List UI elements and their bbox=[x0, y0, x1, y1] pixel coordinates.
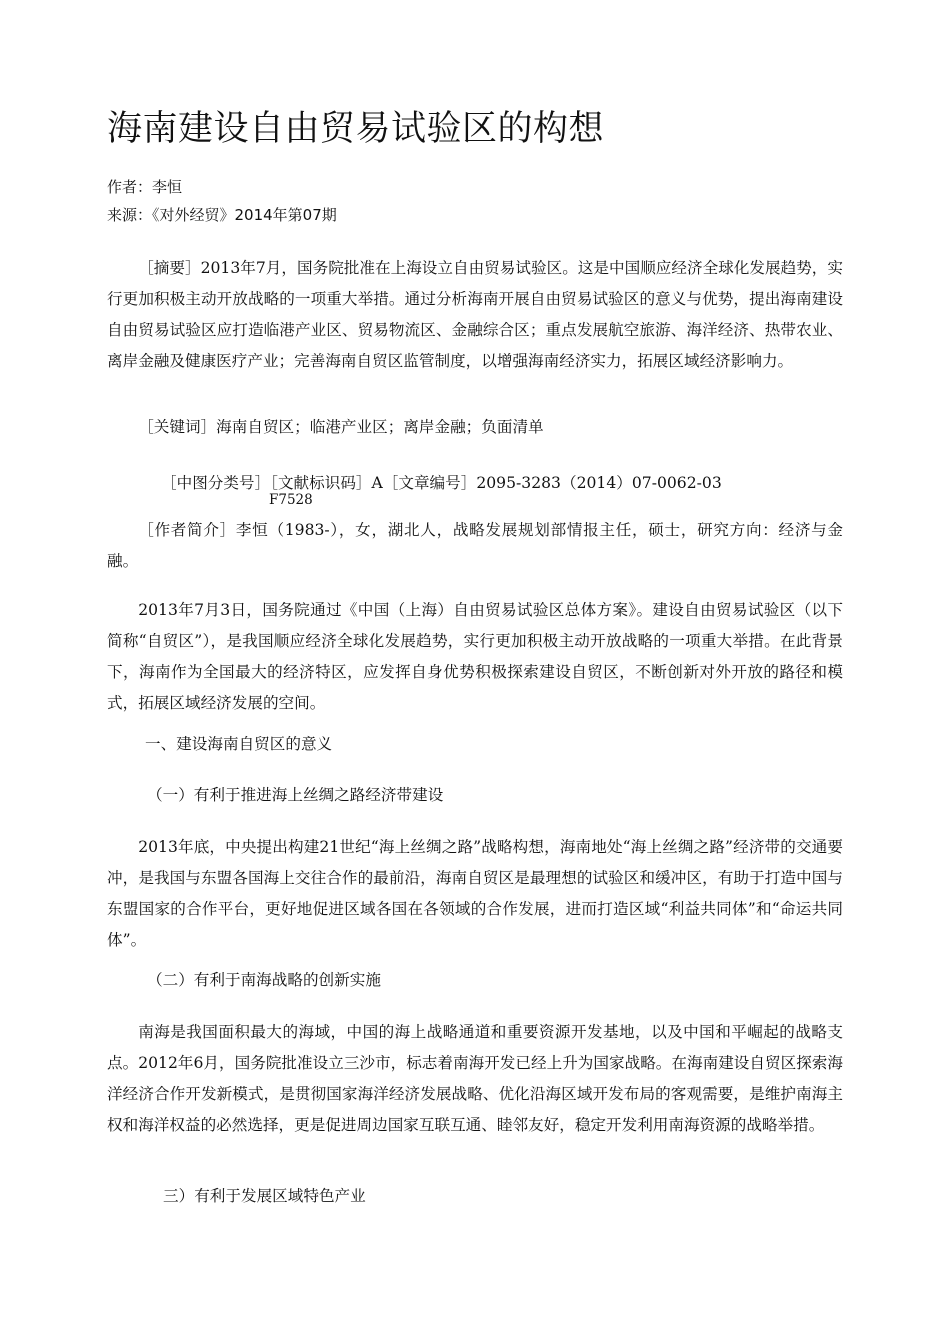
author-bio-paragraph: ［作者简介］李恒（1983-），女，湖北人，战略发展规划部情报主任，硕士，研究方向：经济与金融。 bbox=[107, 521, 843, 570]
subsection-heading-1: （一）有利于推进海上丝绸之路经济带建设 bbox=[147, 786, 444, 804]
subsection-heading-3: 三）有利于发展区域特色产业 bbox=[163, 1187, 366, 1205]
classification-code: F7528 bbox=[269, 492, 313, 508]
subsection-2-paragraph: 南海是我国面积最大的海域，中国的海上战略通道和重要资源开发基地，以及中国和平崛起的战略支点。2012年6月，国务院批准设立三沙市，标志着南海开发已经上升为国家战略。在海南建设自贸区探索海洋经济合作开发新模式，是贯彻国家海洋经济发展战略、优化沿海区域开发布局的客观需要，是维护南海主权和海洋权益的必然选择，更是促进周边国家互联互通、睦邻友好，稳定开发利用南海资源的战略举措。 bbox=[107, 1023, 843, 1134]
subsection-heading-2: （二）有利于南海战略的创新实施 bbox=[147, 971, 381, 989]
author-line: 作者：李恒 bbox=[107, 178, 183, 196]
intro-paragraph: 2013年7月3日，国务院通过《中国（上海）自由贸易试验区总体方案》。建设自由贸易试验区（以下简称“自贸区”），是我国顺应经济全球化发展趋势，实行更加积极主动开放战略的一项重大举措。在此背景下，海南作为全国最大的经济特区，应发挥自身优势积极探索建设自贸区，不断创新对外开放的路径和模式，拓展区域经济发展的空间。 bbox=[107, 601, 843, 712]
article-title: 海南建设自由贸易试验区的构想 bbox=[107, 109, 605, 149]
keywords-paragraph: ［关键词］海南自贸区；临港产业区；离岸金融；负面清单 bbox=[138, 418, 544, 436]
section-heading-1: 一、建设海南自贸区的意义 bbox=[145, 735, 333, 753]
source-line: 来源：《对外经贸》2014年第07期 bbox=[107, 206, 337, 224]
classification-line: ［中图分类号］［文献标识码］A［文章编号］2095-3283（2014）07-0062-03 bbox=[161, 474, 722, 492]
abstract-paragraph: ［摘要］2013年7月，国务院批准在上海设立自由贸易试验区。这是中国顺应经济全球化发展趋势，实行更加积极主动开放战略的一项重大举措。通过分析海南开展自由贸易试验区的意义与优势，提出海南建设自由贸易试验区应打造临港产业区、贸易物流区、金融综合区；重点发展航空旅游、海洋经济、热带农业、离岸金融及健康医疗产业；完善海南自贸区监管制度，以增强海南经济实力，拓展区域经济影响力。 bbox=[107, 259, 843, 370]
subsection-1-paragraph: 2013年底，中央提出构建21世纪“海上丝绸之路”战略构想，海南地处“海上丝绸之路”经济带的交通要冲，是我国与东盟各国海上交往合作的最前沿，海南自贸区是最理想的试验区和缓冲区，有助于打造中国与东盟国家的合作平台，更好地促进区域各国在各领域的合作发展，进而打造区域“利益共同体”和“命运共同体”。 bbox=[107, 838, 843, 949]
